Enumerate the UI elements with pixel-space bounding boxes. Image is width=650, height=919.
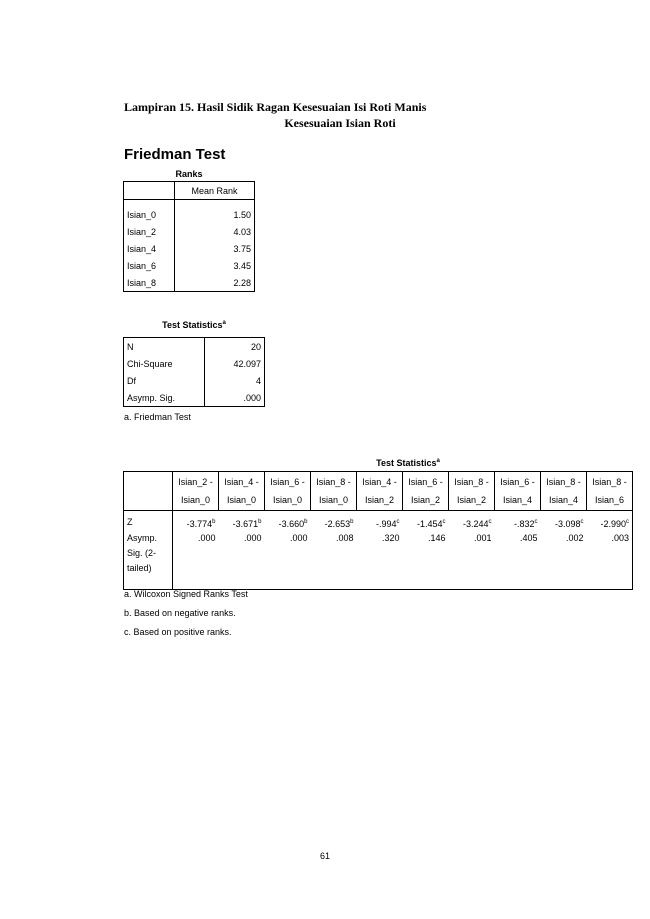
ranks-row-value: 4.03 <box>233 226 251 237</box>
ts2-z-number: -.994 <box>375 519 397 529</box>
ts2-column-header <box>265 472 311 511</box>
ts1-row-value: 20 <box>250 341 261 352</box>
ts1-row-value: .000 <box>243 392 261 403</box>
ts2-z-footnote-mark: b <box>304 519 308 525</box>
section-title: Friedman Test <box>124 146 226 163</box>
test-stats-2-table <box>123 471 633 590</box>
ts2-column-header-bottom: Isian_6 <box>594 495 625 505</box>
ts2-column-header <box>541 472 587 511</box>
ts2-z-value <box>587 511 633 532</box>
ranks-row-label: Isian_4 <box>124 240 175 257</box>
page-number: 61 <box>319 851 330 861</box>
ts2-z-value <box>219 511 265 532</box>
ts2-z-label: Z <box>124 511 173 532</box>
ts2-z-value <box>495 511 541 532</box>
ts2-z-value <box>357 511 403 532</box>
ts2-column-header-top: Isian_4 - <box>362 477 397 487</box>
ts2-sig-value: .146 <box>427 533 446 543</box>
ts2-z-number: -3.244 <box>462 519 489 529</box>
ts2-z-value <box>173 511 219 532</box>
ts2-z-footnote-mark: c <box>488 519 492 525</box>
ranks-row-label: Isian_8 <box>124 274 175 292</box>
ts2-z-value <box>403 511 449 532</box>
ts1-row-value: 42.097 <box>233 358 261 369</box>
ts2-z-value <box>311 511 357 532</box>
ranks-table <box>123 181 255 292</box>
ts2-sig-label <box>124 531 173 590</box>
ts2-z-value <box>265 511 311 532</box>
ranks-header-mean-rank: Mean Rank <box>175 182 255 200</box>
ranks-row-label: Isian_2 <box>124 223 175 240</box>
ts2-column-header <box>173 472 219 511</box>
ts2-column-header-bottom: Isian_0 <box>318 495 349 505</box>
ts2-sig-label-line: tailed) <box>127 563 152 573</box>
ranks-row-label: Isian_6 <box>124 257 175 274</box>
ts1-row-label: Df <box>124 372 205 389</box>
ranks-row-value: 3.75 <box>233 243 251 254</box>
ts2-sig-value: .002 <box>565 533 584 543</box>
ts2-column-header-bottom: Isian_4 <box>548 495 579 505</box>
ts2-footnote: a. Wilcoxon Signed Ranks Test <box>124 589 248 599</box>
ts2-z-value <box>449 511 495 532</box>
ts2-column-header <box>495 472 541 511</box>
ts2-column-header-top: Isian_8 - <box>546 477 581 487</box>
ts2-sig-value: .003 <box>611 533 629 543</box>
ranks-header-blank <box>124 182 175 200</box>
ts2-column-header-top: Isian_6 - <box>270 477 305 487</box>
ts2-column-header-top: Isian_8 - <box>592 477 627 487</box>
ts2-column-header-top: Isian_2 - <box>178 477 213 487</box>
ts2-sig-value: .320 <box>381 533 400 543</box>
ts2-z-number: -.832 <box>513 519 535 529</box>
ts2-z-footnote-mark: c <box>396 519 400 525</box>
ts2-column-header <box>449 472 495 511</box>
ts2-column-header <box>357 472 403 511</box>
ts2-sig-value: .001 <box>473 533 492 543</box>
ranks-row-value: 3.45 <box>233 260 251 271</box>
ts2-column-header-bottom: Isian_2 <box>410 495 441 505</box>
ts2-column-header-bottom: Isian_2 <box>364 495 395 505</box>
ts2-column-header-top: Isian_6 - <box>500 477 535 487</box>
ts2-z-footnote-mark: b <box>258 519 262 525</box>
ts2-z-number: -1.454 <box>416 519 443 529</box>
ts2-column-header-bottom: Isian_0 <box>180 495 211 505</box>
ts2-z-number: -3.660 <box>278 519 305 529</box>
ts2-z-footnote-mark: b <box>350 519 354 525</box>
ts2-sig-label-line: Sig. (2- <box>127 548 157 558</box>
ts2-column-header <box>311 472 357 511</box>
ranks-row-label: Isian_0 <box>124 200 175 224</box>
ts2-z-number: -3.098 <box>554 519 581 529</box>
ts1-row-value: 4 <box>255 375 261 386</box>
test-stats-2-caption: Test Statistics$^a$ <box>376 458 440 468</box>
ts2-z-number: -2.653 <box>324 519 351 529</box>
ts2-column-header-top: Isian_8 - <box>316 477 351 487</box>
ts2-column-header-top: Isian_8 - <box>454 477 489 487</box>
ranks-row-value: 1.50 <box>233 209 251 220</box>
ranks-row-value: 2.28 <box>233 277 251 288</box>
ts1-footnote: a. Friedman Test <box>124 412 191 422</box>
ts2-z-number: -3.774 <box>186 519 213 529</box>
ts1-row-label: Asymp. Sig. <box>124 389 205 407</box>
ts2-sig-value: .000 <box>197 533 216 543</box>
ts2-column-header <box>403 472 449 511</box>
ts1-row-label: Chi-Square <box>124 355 205 372</box>
ts2-column-header-top: Isian_6 - <box>408 477 443 487</box>
ts2-sig-value: .000 <box>289 533 308 543</box>
appendix-title: Lampiran 15. Hasil Sidik Ragan Kesesuaian Isi Roti Manis <box>124 100 427 114</box>
ts2-column-header <box>219 472 265 511</box>
ts1-row-label: N <box>124 338 205 356</box>
ts2-z-footnote-mark: c <box>442 519 446 525</box>
ts2-column-header-bottom: Isian_0 <box>226 495 257 505</box>
ts2-sig-label-line: Asymp. <box>127 533 158 543</box>
ts2-footnote: b. Based on negative ranks. <box>124 608 236 618</box>
ts2-footnote: c. Based on positive ranks. <box>124 627 232 637</box>
ts2-column-header-top: Isian_4 - <box>224 477 259 487</box>
ts2-z-footnote-mark: c <box>580 519 584 525</box>
appendix-subtitle: Kesesuaian Isian Roti <box>284 116 396 130</box>
ts2-z-number: -3.671 <box>232 519 259 529</box>
ts2-z-number: -2.990 <box>600 519 626 529</box>
test-stats-1-caption: Test Statistics$^a$ <box>162 320 226 330</box>
ts2-z-value <box>541 511 587 532</box>
ts2-sig-value: .000 <box>243 533 262 543</box>
ts2-column-header-bottom: Isian_0 <box>272 495 303 505</box>
ts2-column-header-bottom: Isian_2 <box>456 495 487 505</box>
ts2-z-footnote-mark: b <box>212 519 216 525</box>
ts2-header-blank <box>124 472 173 511</box>
ts2-column-header-bottom: Isian_4 <box>502 495 533 505</box>
ts2-sig-value: .008 <box>335 533 354 543</box>
ranks-caption: Ranks <box>175 169 203 179</box>
ts2-column-header <box>587 472 633 511</box>
ts2-z-footnote-mark: c <box>534 519 538 525</box>
test-stats-1-table <box>123 337 265 407</box>
ts2-z-footnote-mark: c <box>626 519 629 525</box>
ts2-sig-value: .405 <box>519 533 538 543</box>
